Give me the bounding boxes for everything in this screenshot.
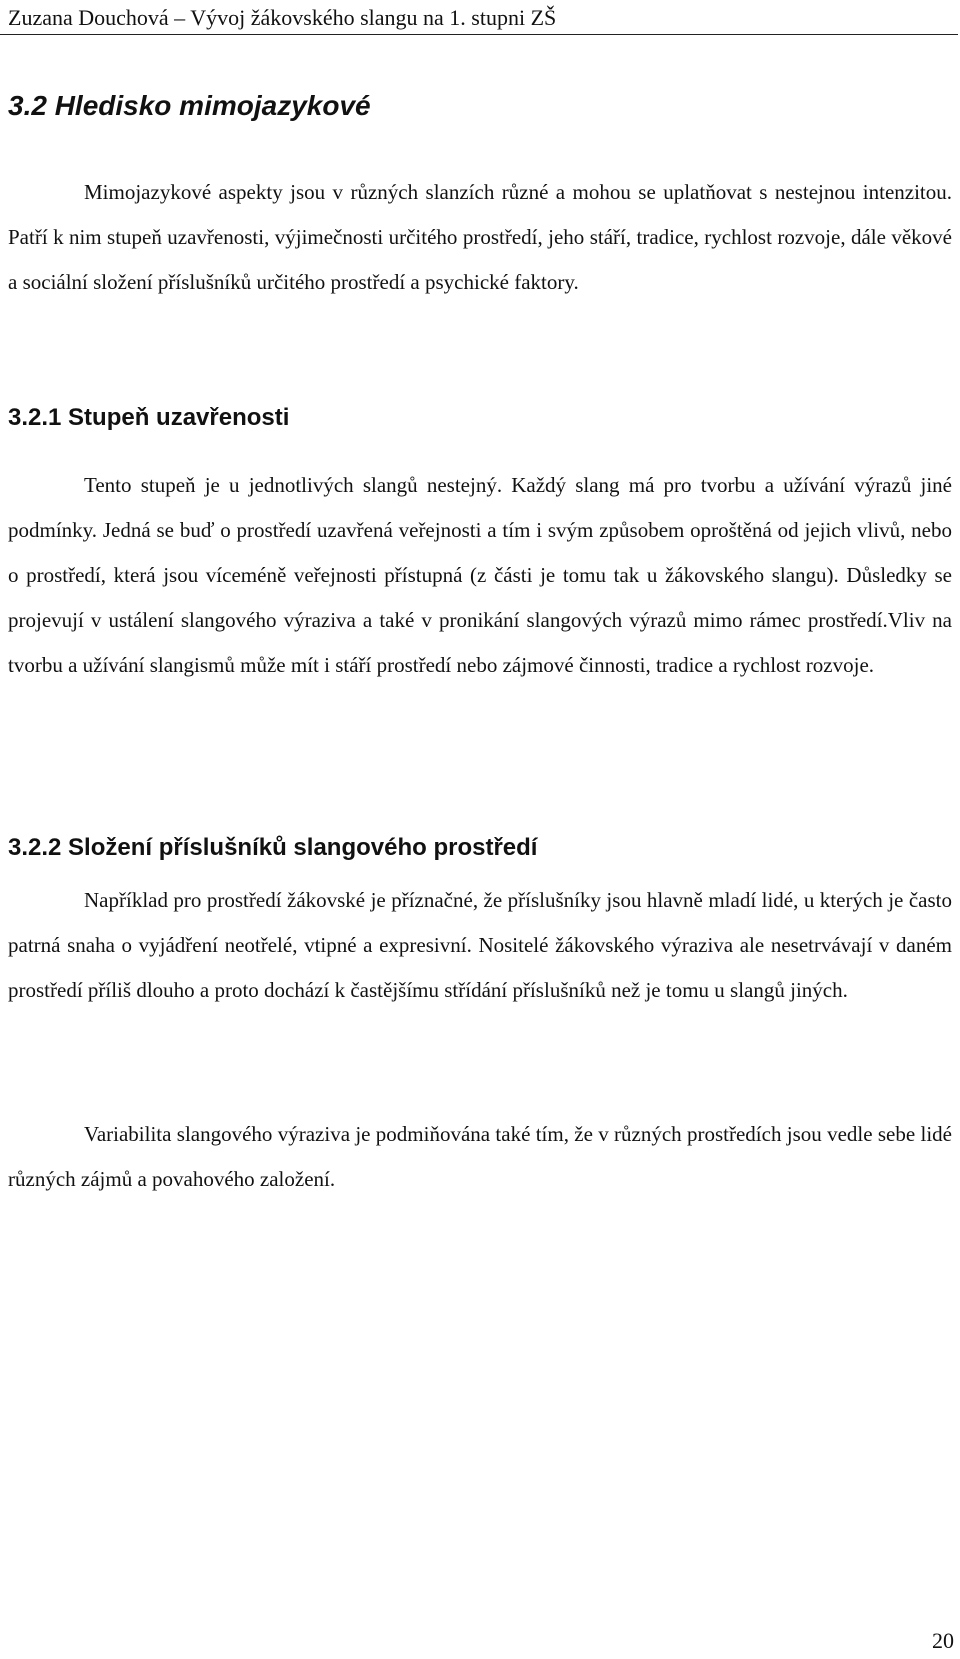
paragraph-stupen-uzavrenosti: Tento stupeň je u jednotlivých slangů nestejný. Každý slang má pro tvorbu a užívání výrazů jiné podmínky. Jedná se buď o prostředí uzavřená veřejnosti a tím i svým způsobem oproštěná od jejich vlivů, nebo o prostředí, která jsou víceméně veřejnosti přístupná (z části je tomu tak u žákovského slangu). Důsledky se projevují v ustálení slangového výraziva a také v pronikání slangových výrazů mimo rámec prostředí.Vliv na tvorbu a užívání slangismů může mít i stáří prostředí nebo zájmové činnosti, tradice a rychlost rozvoje.	[8, 473, 952, 677]
running-header: Zuzana Douchová – Vývoj žákovského slangu na 1. stupni ZŠ	[8, 5, 557, 30]
paragraph-variabilita: Variabilita slangového výraziva je podmiňována také tím, že v různých prostředích jsou vedle sebe lidé různých zájmů a povahového založení.	[8, 1122, 952, 1191]
paragraph-slozeni-prislusniku: Například pro prostředí žákovské je příznačné, že příslušníky jsou hlavně mladí lidé, u kterých je často patrná snaha o vyjádření neotřelé, vtipné a expresivní. Nositelé žákovského výraziva ale nesetrvávají v daném prostředí příliš dlouho a proto dochází k častějšímu střídání příslušníků než je tomu u slangů jiných.	[8, 888, 952, 1002]
subsection-heading-3-2-2: 3.2.2 Složení příslušníků slangového prostředí	[8, 834, 538, 861]
page-number: 20	[932, 1628, 954, 1653]
subsection-heading-3-2-1: 3.2.1 Stupeň uzavřenosti	[8, 404, 290, 431]
header-rule	[0, 34, 958, 35]
section-heading-3-2: 3.2 Hledisko mimojazykové	[8, 90, 371, 121]
paragraph-mimojazykove: Mimojazykové aspekty jsou v různých slanzích různé a mohou se uplatňovat s nestejnou intenzitou. Patří k nim stupeň uzavřenosti, výjimečnosti určitého prostředí, jeho stáří, tradice, rychlost rozvoje, dále věkové a sociální složení příslušníků určitého prostředí a psychické faktory.	[8, 180, 952, 294]
